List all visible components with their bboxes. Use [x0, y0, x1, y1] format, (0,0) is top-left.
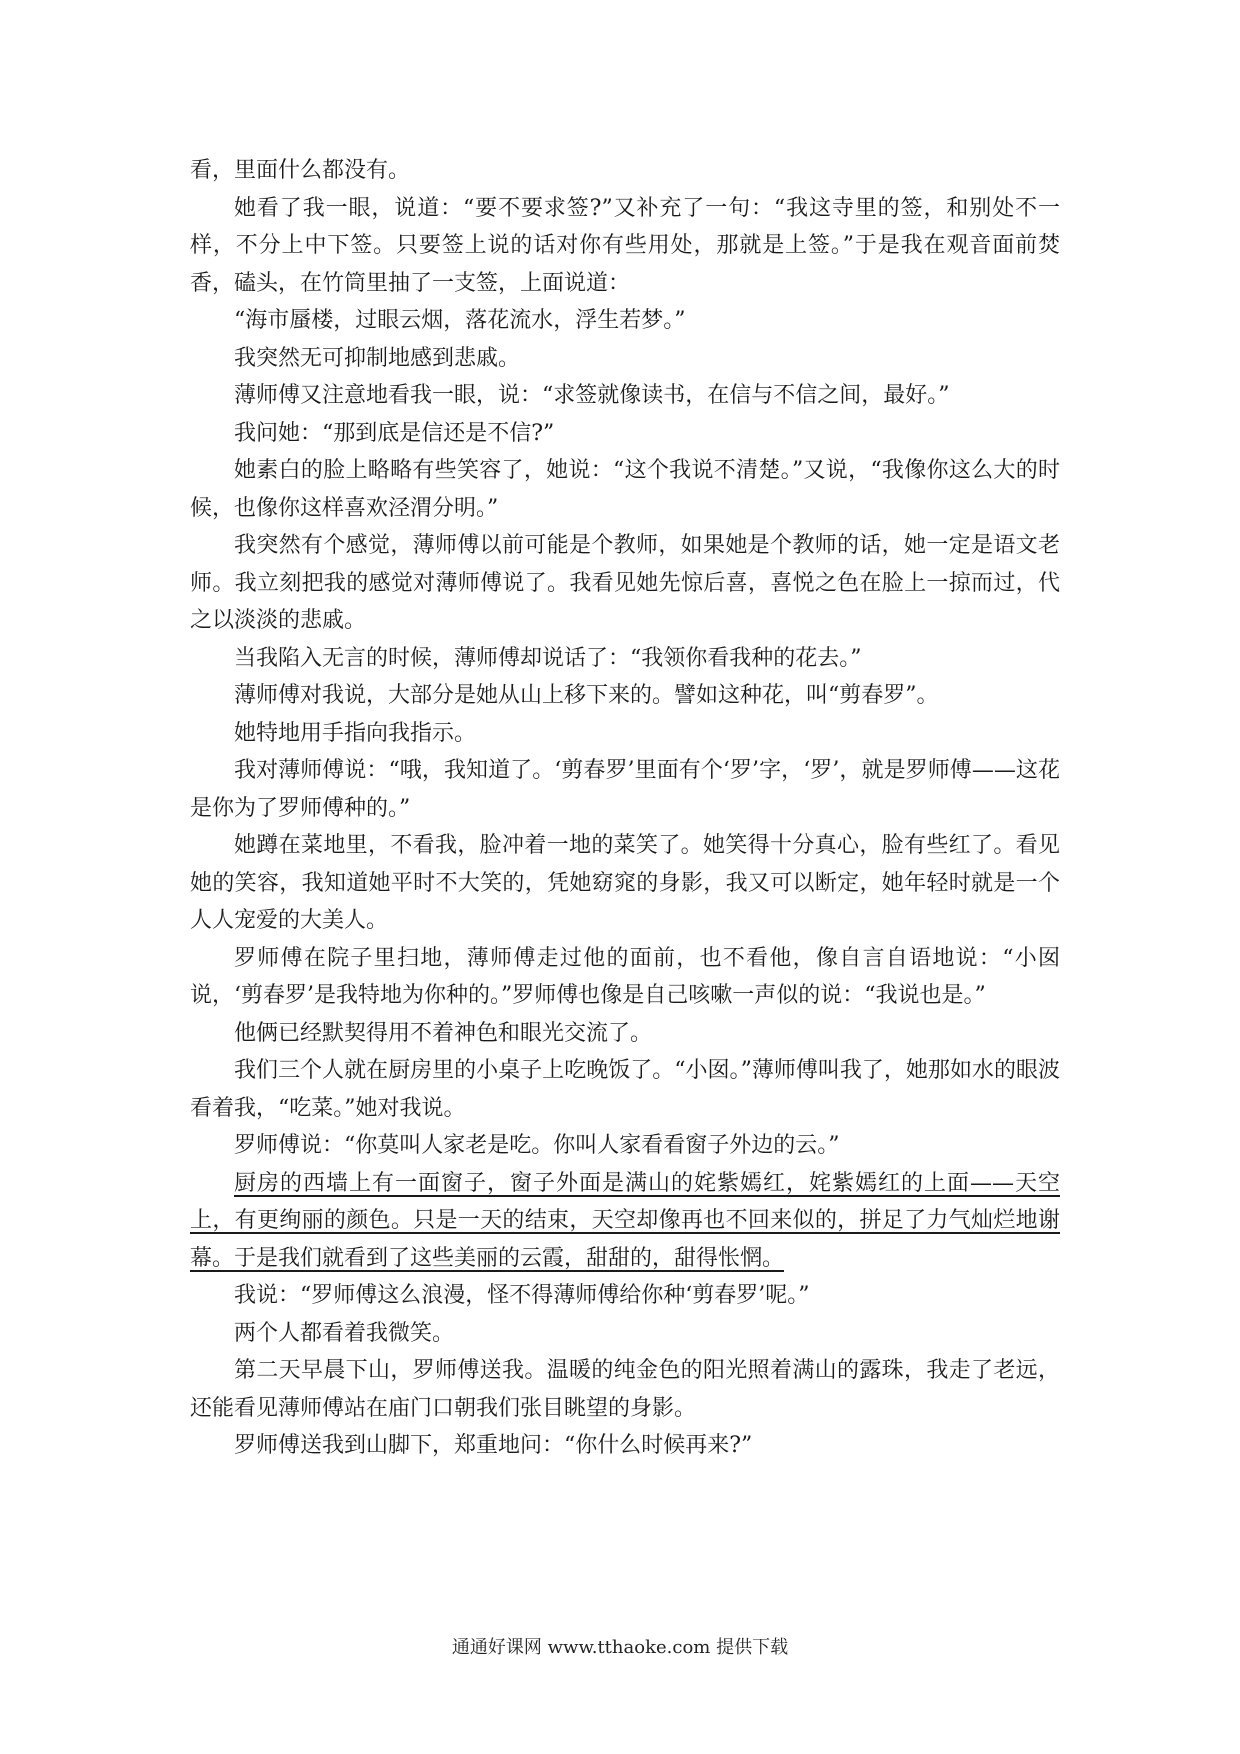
- paragraph: 我突然有个感觉，薄师傅以前可能是个教师，如果她是个教师的话，她一定是语文老师。我立刻把我的感觉对薄师傅说了。我看见她先惊后喜，喜悦之色在脸上一掠而过，代之以淡淡的悲戚。: [190, 533, 1060, 633]
- paragraph: 我问她：“那到底是信还是不信?”: [234, 420, 555, 446]
- underlined-paragraph: [190, 1165, 1060, 1278]
- paragraph: 她特地用手指向我指示。: [234, 720, 477, 746]
- paragraph: 薄师傅对我说，大部分是她从山上移下来的。譬如这种花，叫“剪春罗”。: [234, 683, 939, 708]
- document-body: [190, 152, 1060, 1465]
- paragraph: 我们三个人就在厨房里的小桌子上吃晚饭了。“小囡。”薄师傅叫我了，她那如水的眼波看着我，“吃菜。”她对我说。: [190, 1058, 1060, 1121]
- paragraph: 两个人都看着我微笑。: [234, 1320, 455, 1346]
- paragraph: 罗师傅送我到山脚下，郑重地问：“你什么时候再来?”: [234, 1433, 753, 1458]
- paragraph: 我突然无可抑制地感到悲戚。: [234, 345, 521, 371]
- paragraph: 她看了我一眼，说道：“要不要求签?”又补充了一句：“我这寺里的签，和别处不一样，不分上中下签。只要签上说的话对你有些用处，那就是上签。”于是我在观音面前焚香，磕头，在竹筒里抽了一支签，上面说道：: [190, 195, 1060, 296]
- paragraph: 第二天早晨下山，罗师傅送我。温暖的纯金色的阳光照着满山的露珠，我走了老远，还能看见薄师傅站在庙门口朝我们张目眺望的身影。: [190, 1358, 1060, 1421]
- paragraph: 薄师傅又注意地看我一眼，说：“求签就像读书，在信与不信之间，最好。”: [234, 383, 950, 408]
- paragraph: 看，里面什么都没有。: [190, 158, 411, 183]
- paragraph: 我对薄师傅说：“哦，我知道了。‘剪春罗’里面有个‘罗’字，‘罗’，就是罗师傅——这花是你为了罗师傅种的。”: [190, 758, 1060, 821]
- paragraph: 她素白的脸上略略有些笑容了，她说：“这个我说不清楚。”又说，“我像你这么大的时候，也像你这样喜欢泾渭分明。”: [190, 458, 1060, 521]
- paragraph: 她蹲在菜地里，不看我，脸冲着一地的菜笑了。她笑得十分真心，脸有些红了。看见她的笑容，我知道她平时不大笑的，凭她窈窕的身影，我又可以断定，她年轻时就是一个人人宠爱的大美人。: [190, 833, 1060, 933]
- page-footer: 通通好课网 www.tthaoke.com 提供下载: [451, 1637, 789, 1658]
- paragraph: 他俩已经默契得用不着神色和眼光交流了。: [234, 1020, 653, 1046]
- paragraph: 罗师傅在院子里扫地，薄师傅走过他的面前，也不看他，像自言自语地说：“小囡说，‘剪春罗’是我特地为你种的。”罗师傅也像是自己咳嗽一声似的说：“我说也是。”: [190, 945, 1060, 1008]
- paragraph: 我说：“罗师傅这么浪漫，怪不得薄师傅给你种‘剪春罗’呢。”: [234, 1283, 810, 1308]
- paragraph: 当我陷入无言的时候，薄师傅却说话了：“我领你看我种的花去。”: [234, 645, 862, 671]
- paragraph: “海市蜃楼，过眼云烟，落花流水，浮生若梦。”: [234, 308, 686, 333]
- paragraph: 罗师傅说：“你莫叫人家老是吃。你叫人家看看窗子外边的云。”: [234, 1133, 840, 1158]
- underlined-text: 厨房的西墙上有一面窗子，窗子外面是满山的姹紫嫣红，姹紫嫣红的上面——天空上，有更绚丽的颜色。只是一天的结束，天空却像再也不回来似的，拼足了力气灿烂地谢幕。于是我们就看到了这些美丽的云霞，甜甜的，甜得怅惘。: [190, 1170, 1060, 1271]
